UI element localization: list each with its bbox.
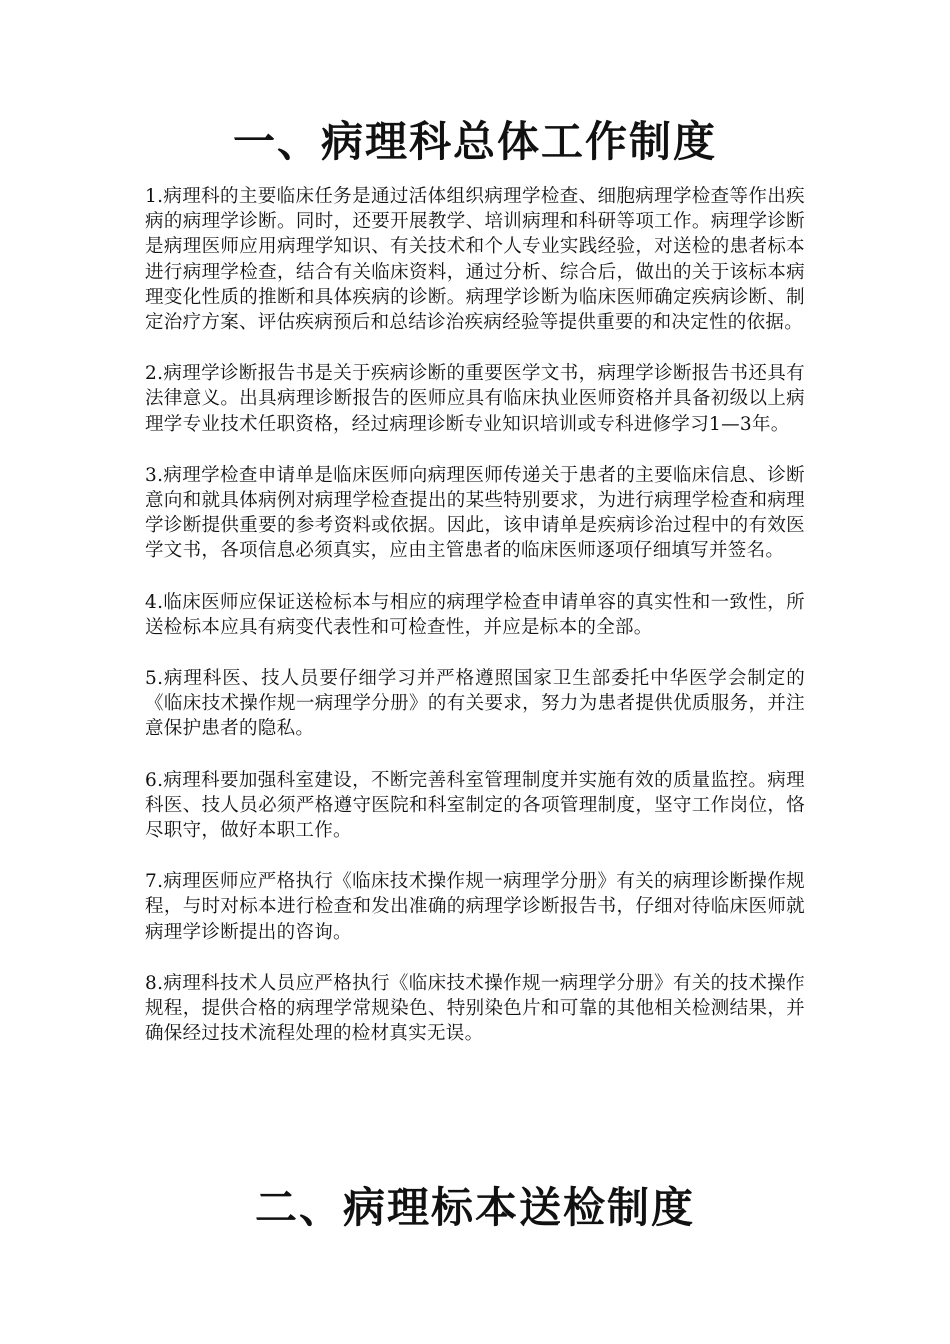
section-title-1: 一、病理科总体工作制度 [232,117,717,166]
paragraph-6: 6.病理科要加强科室建设，不断完善科室管理制度并实施有效的质量监控。病理科医、技人员必须严格遵守医院和科室制定的各项管理制度，坚守工作岗位，恪尽职守，做好本职工作。 [145,769,805,842]
section-title-2: 二、病理标本送检制度 [254,1183,695,1232]
paragraph-1: 1.病理科的主要临床任务是通过活体组织病理学检查、细胞病理学检查等作出疾病的病理学诊断。同时，还要开展教学、培训病理和科研等项工作。病理学诊断是病理医师应用病理学知识、有关技术和个人专业实践经验，对送检的患者标本进行病理学检查，结合有关临床资料，通过分析、综合后，做出的关于该标本病理变化性质的推断和具体疾病的诊断。病理学诊断为临床医师确定疾病诊断、制定治疗方案、评估疾病预后和总结诊治疾病经验等提供重要的和决定性的依据。 [145,186,805,334]
paragraph-8: 8.病理科技术人员应严格执行《临床技术操作规一病理学分册》有关的技术操作规程，提供合格的病理学常规染色、特别染色片和可靠的其他相关检测结果，并确保经过技术流程处理的检材真实无误。 [145,972,805,1045]
paragraph-5: 5.病理科医、技人员要仔细学习并严格遵照国家卫生部委托中华医学会制定的《临床技术操作规一病理学分册》的有关要求，努力为患者提供优质服务，并注意保护患者的隐私。 [145,668,805,740]
paragraph-7: 7.病理医师应严格执行《临床技术操作规一病理学分册》有关的病理诊断操作规程，与时对标本进行检查和发出准确的病理学诊断报告书，仔细对待临床医师就病理学诊断提出的咨询。 [145,871,805,943]
paragraph-2: 2.病理学诊断报告书是关于疾病诊断的重要医学文书，病理学诊断报告书还具有法律意义。出具病理诊断报告的医师应具有临床执业医师资格并具备初级以上病理学专业技术任职资格，经过病理诊断专业知识培训或专科进修学习1—3年。 [145,363,805,435]
paragraph-3: 3.病理学检查申请单是临床医师向病理医师传递关于患者的主要临床信息、诊断意向和就具体病例对病理学检查提出的某些特别要求，为进行病理学检查和病理学诊断提供重要的参考资料或依据。因此，该申请单是疾病诊治过程中的有效医学文书，各项信息必须真实，应由主管患者的临床医师逐项仔细填写并签名。 [145,464,805,562]
paragraph-4: 4.临床医师应保证送检标本与相应的病理学检查申请单容的真实性和一致性，所送检标本应具有病变代表性和可检查性，并应是标本的全部。 [145,591,805,638]
section-1-body [145,184,805,1072]
